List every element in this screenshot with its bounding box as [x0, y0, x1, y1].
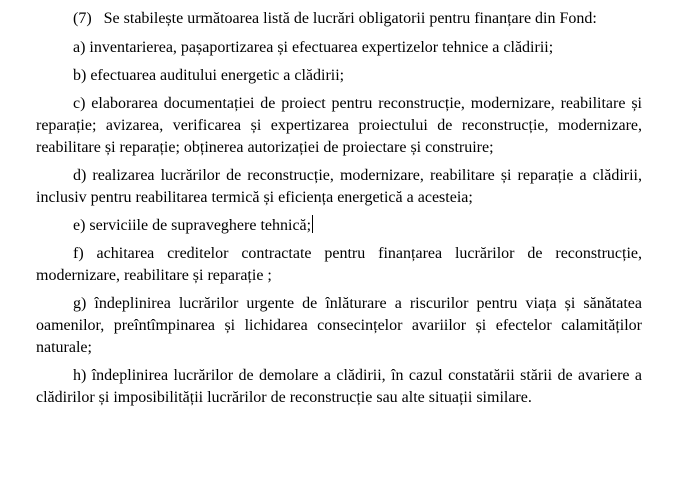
- list-item-e[interactable]: [36, 215, 642, 237]
- list-item-b: b) efectuarea auditului energetic a clădirii;: [73, 67, 345, 84]
- list-item-e-text: e) serviciile de supraveghere tehnică;: [73, 217, 312, 234]
- text-cursor: [312, 215, 313, 233]
- document-body: [36, 8, 642, 415]
- paragraph-intro: (7) Se stabilește următoarea listă de lucrări obligatorii pentru finanțare din Fond:: [73, 10, 597, 27]
- list-item-h: h) îndeplinirea lucrărilor de demolare a clădirii, în cazul constatării stării de avariere a clădirilor și imposibilității lucrărilor de reconstrucție sau alte situații similare.: [36, 367, 642, 406]
- list-item-a: a) inventarierea, pașaportizarea și efectuarea expertizelor tehnice a clădirii;: [73, 39, 554, 56]
- list-item-f: f) achitarea creditelor contractate pentru finanțarea lucrărilor de reconstrucție, modernizare, reabilitare și reparație ;: [36, 245, 642, 284]
- list-item-c: c) elaborarea documentației de proiect pentru reconstrucție, modernizare, reabilitare și reparație; avizarea, verificarea și expertizarea proiectului de reconstrucție, modernizare, reabilitare și reparație; obținerea autorizației de proiectare și construire;: [36, 95, 642, 156]
- list-item-g: g) îndeplinirea lucrărilor urgente de înlăturare a riscurilor pentru viața și sănătatea oamenilor, preîntîmpinarea și lichidarea consecințelor avariilor și efectelor calamităților naturale;: [36, 295, 642, 356]
- list-item-d: d) realizarea lucrărilor de reconstrucție, modernizare, reabilitare și reparație a clădirii, inclusiv pentru reabilitarea termică și eficiența energetică a acesteia;: [36, 167, 642, 206]
